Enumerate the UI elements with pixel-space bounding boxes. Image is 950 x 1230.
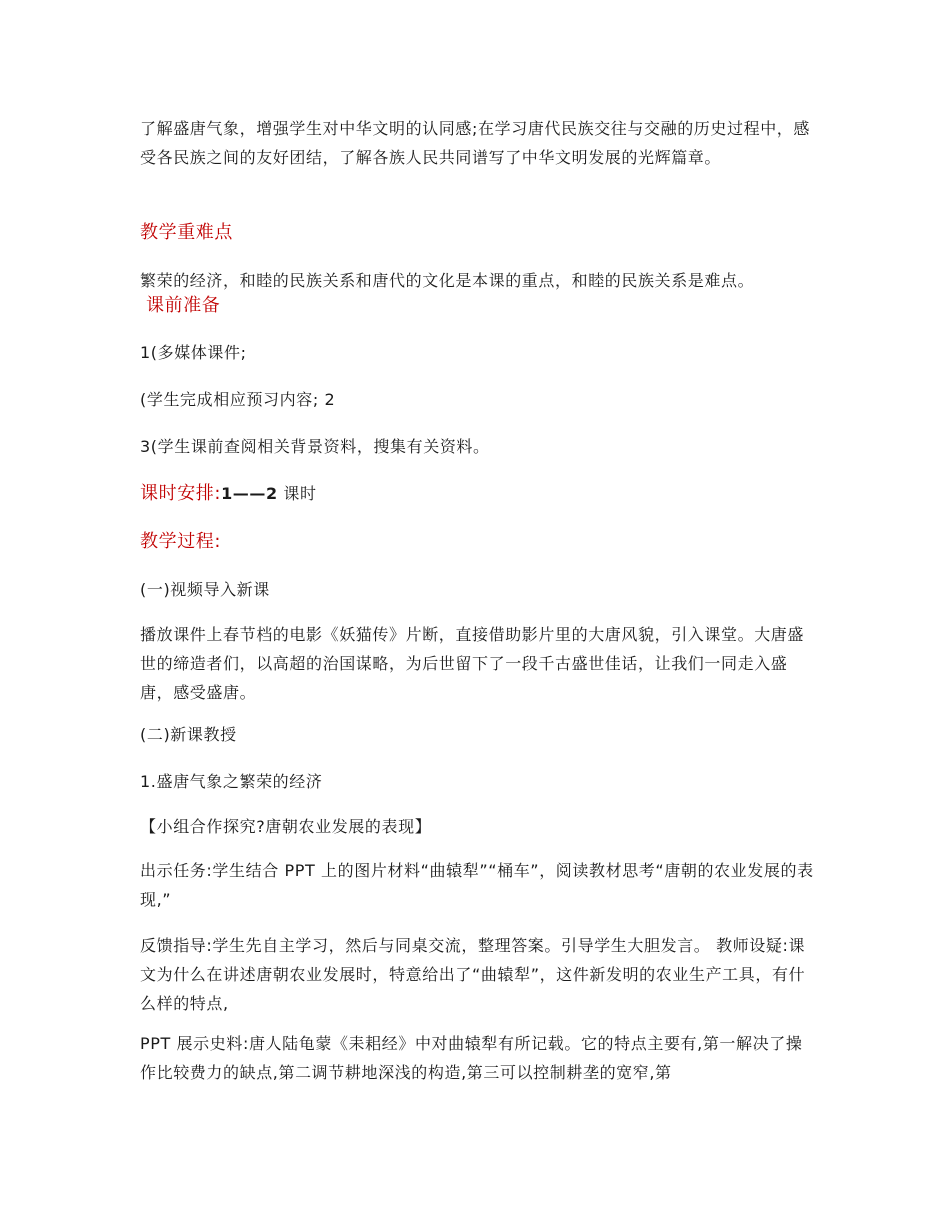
intro-paragraph: 了解盛唐气象，增强学生对中华文明的认同感;在学习唐代民族交往与交融的历史过程中，感受各民族之间的友好团结，了解各族人民共同谱写了中华文明发展的光辉篇章。 <box>140 119 810 167</box>
schedule-line <box>140 479 815 508</box>
task-paragraph: 出示任务:学生结合 PPT 上的图片材料“曲辕犁”“桶车”，阅读教材思考“唐朝的农业发展的表现,” <box>140 861 814 909</box>
preparation-heading: 课前准备 <box>146 295 221 316</box>
feedback-paragraph: 反馈指导:学生先自主学习，然后与同桌交流，整理答案。引导学生大胆发言。 教师设疑:课文为什么在讲述唐朝农业发展时，特意给出了“曲辕犁”，这件新发明的农业生产工具，有什么样的特点, <box>140 936 806 1013</box>
preparation-item-1: 1(多媒体课件; <box>140 343 247 362</box>
step-1-title: (一)视频导入新课 <box>140 580 270 599</box>
step-2-title: (二)新课教授 <box>140 725 237 744</box>
key-points-paragraph: 繁荣的经济，和睦的民族关系和唐代的文化是本课的重点，和睦的民族关系是难点。 <box>140 271 755 290</box>
step-1-paragraph: 播放课件上春节档的电影《妖猫传》片断，直接借助影片里的大唐风貌，引入课堂。大唐盛世的缔造者们，以高超的治国谋略，为后世留下了一段千古盛世佳话，让我们一同走入盛唐，感受盛唐。 <box>140 625 805 702</box>
group-inquiry-title: 【小组合作探究?唐朝农业发展的表现】 <box>140 817 432 836</box>
teaching-process-heading: 教学过程: <box>140 531 222 552</box>
schedule-unit: 课时 <box>277 484 317 503</box>
preparation-item-2: (学生完成相应预习内容; 2 <box>140 390 336 409</box>
section-1-title: 1.盛唐气象之繁荣的经济 <box>140 772 323 791</box>
schedule-value: 1——2 <box>221 484 278 503</box>
key-points-heading: 教学重难点 <box>140 222 233 243</box>
preparation-item-3: 3(学生课前查阅相关背景资料，搜集有关资料。 <box>140 437 490 456</box>
schedule-label: 课时安排: <box>140 483 222 504</box>
ppt-paragraph: PPT 展示史料:唐人陆龟蒙《耒耜经》中对曲辕犁有所记载。它的特点主要有,第一解决了操作比较费力的缺点,第二调节耕地深浅的构造,第三可以控制耕垄的宽窄,第 <box>140 1034 803 1082</box>
